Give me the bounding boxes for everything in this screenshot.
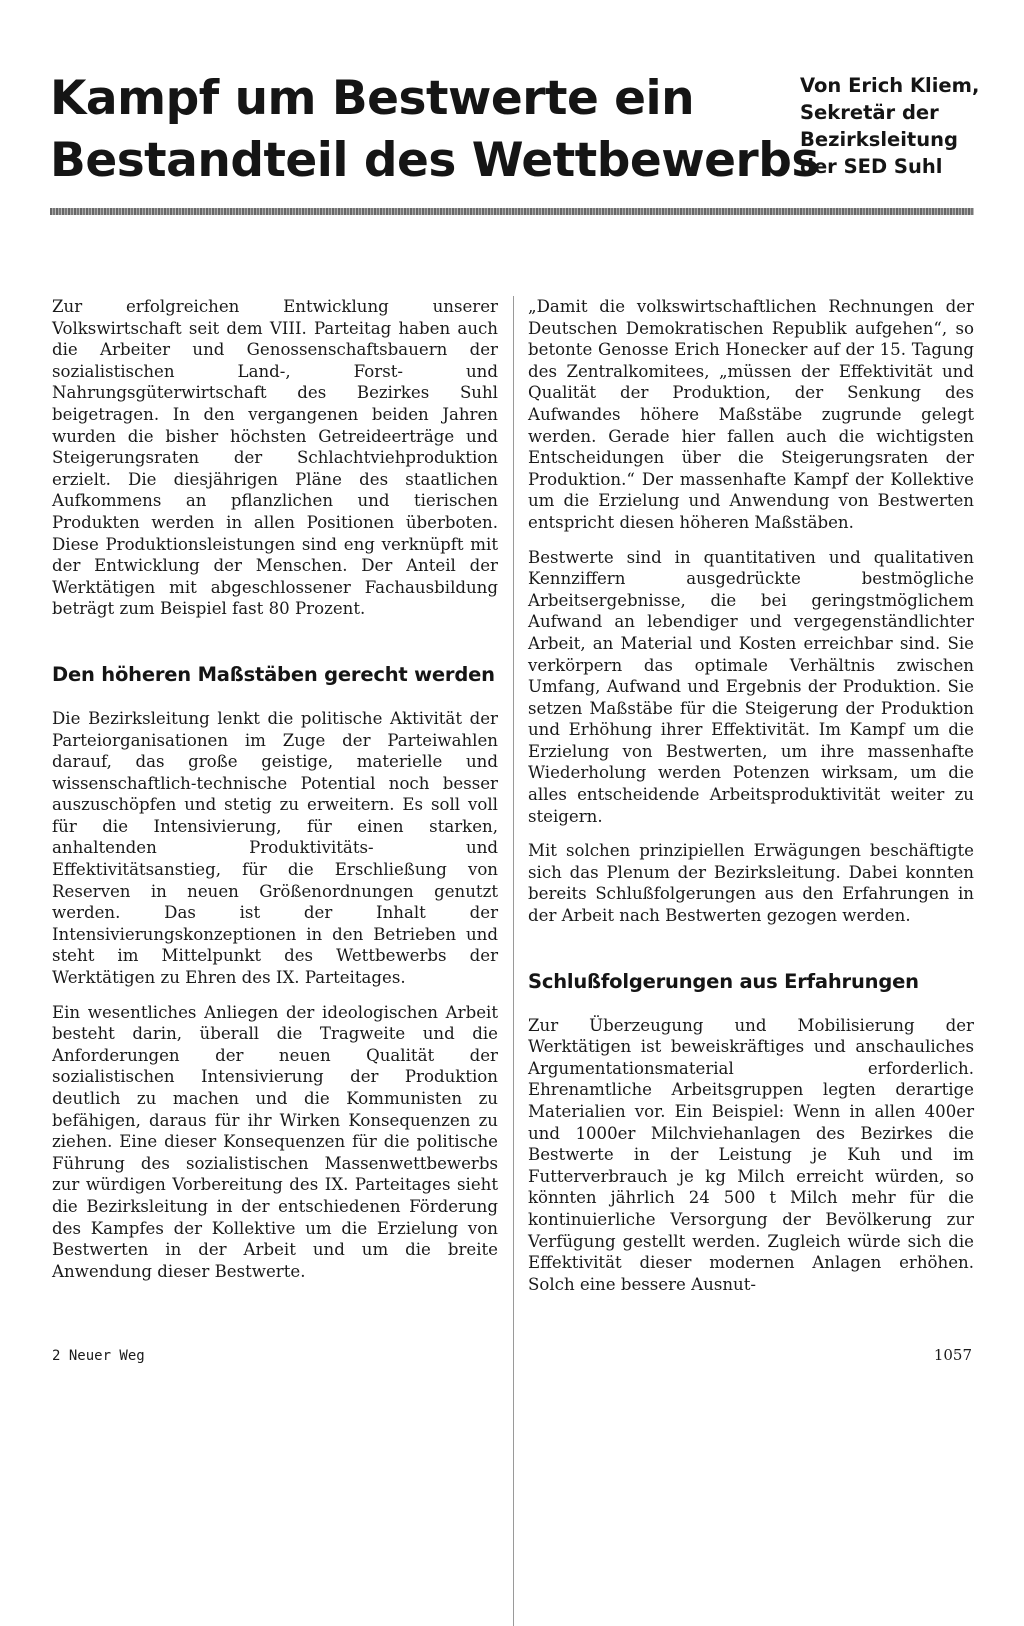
title-line-1: Kampf um Bestwerte ein [50,71,695,126]
author-line-1: Von Erich Kliem, [800,74,980,97]
right-paragraph-4: Zur Überzeugung und Mobilisierung der Werktätigen ist beweiskräftiges und anschauliches Argumentationsmaterial erforderlich. Ehrenamtliche Arbeitsgruppen legten derartige Materialien vor. Ein Beispiel: Wenn in allen 400er und 1000er Milchviehanlagen des Bezirkes die Bestwerte in der Leistung je Kuh und im Futterverbrauch je kg Milch erreicht würden, so könnten jährlich 24 500 t Milch mehr für die kontinuierliche Versorgung der Bevölkerung zur Verfügung gestellt werden. Zugleich würde sich die Effektivität dieser modernen Anlagen erhöhen. Solch eine bessere Ausnut- [528,1015,974,1294]
right-subheading: Schlußfolgerungen aus Erfahrungen [528,969,919,993]
column-divider [513,296,514,1626]
right-paragraph-1: „Damit die volkswirtschaftlichen Rechnungen der Deutschen Demokratischen Republik aufgehen“, so betonte Genosse Erich Honecker auf der 15. Tagung des Zentralkomitees, „müssen der Effektivität und Qualität der Produktion, der Senkung des Aufwandes höhere Maßstäbe zugrunde gelegt werden. Gerade hier fallen auch die wichtigsten Entscheidungen über die Steigerungsraten der Produktion.“ Der massenhafte Kampf der Kollektive um die Erzielung und Anwendung von Bestwerten entspricht diesen höheren Maßstäben. [528,297,974,532]
author-byline [800,72,1000,180]
left-paragraph-3: Ein wesentliches Anliegen der ideologischen Arbeit besteht darin, überall die Tragweite und die Anforderungen der neuen Qualität der sozialistischen Intensivierung der Produktion deutlich zu machen und die Kommunisten zu befähigen, daraus für ihr Wirken Konsequenzen zu ziehen. Eine dieser Konsequenzen für die politische Führung des sozialistischen Massenwettbewerbs zur würdigen Vorbereitung des IX. Parteitages sieht die Bezirksleitung in der entschiedenen Förderung des Kampfes der Kollektive um die Erzielung von Bestwerten in der Arbeit und um die breite Anwendung dieser Bestwerte. [52,1002,498,1281]
left-paragraph-2: Die Bezirksleitung lenkt die politische Aktivität der Parteiorganisationen im Zuge der Parteiwahlen darauf, das große geistige, materielle und wissenschaftlich-technische Potential noch besser auszuschöpfen und stetig zu erweitern. Es soll voll für die Intensivierung, für einen starken, anhaltenden Produktivitäts- und Effektivitätsanstieg, für die Erschließung von Reserven in neuen Größenordnungen genutzt werden. Das ist der Inhalt der Intensivierungskonzeptionen in den Betrieben und steht im Mittelpunkt des Wettbewerbs der Werktätigen zu Ehren des IX. Parteitages. [52,708,498,988]
left-subheading: Den höheren Maßstäben gerecht werden [52,662,495,686]
page-number: 1057 [933,1346,972,1364]
author-line-3: Bezirksleitung [800,128,958,151]
right-paragraph-2: Bestwerte sind in quantitativen und qualitativen Kennziffern ausgedrückte bestmögliche Arbeitsergebnisse, die bei geringstmöglichem Aufwand an lebendiger und vergegenständlichter Arbeit, an Material und Kosten erreichbar sind. Sie verkörpern das optimale Verhältnis zwischen Umfang, Aufwand und Ergebnis der Produktion. Sie setzen Maßstäbe für die Steigerung der Produktion und Erhöhung ihrer Effektivität. Im Kampf um die Erzielung von Bestwerten, um ihre massenhafte Wiederholung werden Potenzen wirksam, um die alles entscheidende Arbeitsproduktivität weiter zu steigern. [528,547,974,826]
left-column [52,296,498,1295]
author-line-4: der SED Suhl [800,155,943,178]
footer-publication: 2 Neuer Weg [52,1348,145,1364]
article-title [50,68,819,192]
left-paragraph-1: Zur erfolgreichen Entwicklung unserer Volkswirtschaft seit dem VIII. Parteitag haben auch die Arbeiter und Genossenschaftsbauern der sozialistischen Land-, Forst- und Nahrungsgüterwirtschaft des Bezirkes Suhl beigetragen. In den vergangenen beiden Jahren wurden die bisher höchsten Getreideerträge und Steigerungsraten der Schlachtviehproduktion erzielt. Die diesjährigen Pläne des staatlichen Aufkommens an pflanzlichen und tierischen Produkten werden in allen Positionen überboten. Diese Produktionsleistungen sind eng verknüpft mit der Entwicklung der Menschen. Der Anteil der Werktätigen mit abgeschlossener Fachausbildung beträgt zum Beispiel fast 80 Prozent. [52,297,498,619]
author-line-2: Sekretär der [800,101,939,124]
right-paragraph-3: Mit solchen prinzipiellen Erwägungen beschäftigte sich das Plenum der Bezirksleitung. Dabei konnten bereits Schlußfolgerungen aus den Erfahrungen in der Arbeit nach Bestwerten gezogen werden. [528,841,974,926]
header-rule [50,208,974,215]
right-column [528,296,974,1308]
title-line-2: Bestandteil des Wettbewerbs [50,133,819,188]
